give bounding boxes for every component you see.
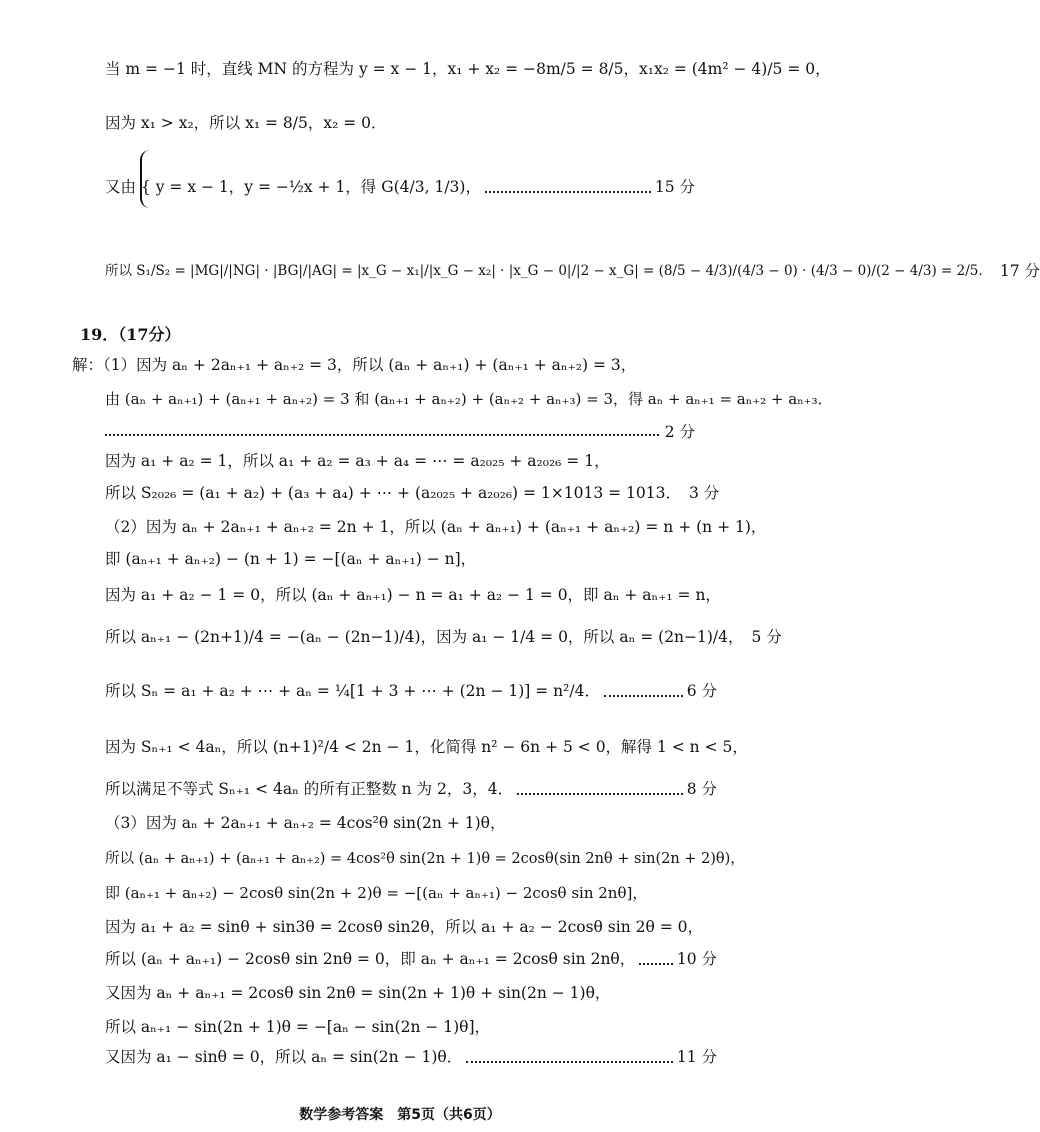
leader-dots: [485, 181, 651, 193]
line-sn-formula-text: 所以 Sₙ = a₁ + a₂ + ⋯ + aₙ = ¼[1 + 3 + ⋯ + (2n − 1)] = n²/4．: [105, 682, 600, 700]
leader-dots: [517, 783, 683, 795]
line-solve-system-text: 又由 { y = x − 1，y = −½x + 1，得 G(4/3, 1/3)，: [105, 178, 481, 196]
line-sn-formula: [105, 680, 717, 702]
line-part3-pair-text: 所以 (aₙ + aₙ₊₁) − 2cosθ sin 2nθ = 0，即 aₙ + aₙ₊₁ = 2cosθ sin 2nθ，: [105, 950, 636, 968]
line-area-ratio-text: 所以 S₁/S₂ = |MG|/|NG| · |BG|/|AG| = |x_G − x₁|/|x_G − x₂| · |x_G − 0|/|2 − x_G| = (8/5 − 4/3)/(4/3 − 0) · (4/3 − 0)/(2 − 4/3) = 2/5．: [105, 263, 992, 279]
line-part3-result: [105, 1046, 717, 1068]
leader-dots: [105, 426, 659, 436]
line-an-formula-text: 所以 aₙ₊₁ − (2n+1)/4 = −(aₙ − (2n−1)/4)，因为 a₁ − 1/4 = 0，所以 aₙ = (2n−1)/4，: [105, 628, 744, 646]
line-part1-start: 解：（1）因为 aₙ + 2aₙ₊₁ + aₙ₊₂ = 3，所以 (aₙ + aₙ₊₁) + (aₙ₊₁ + aₙ₊₂) = 3，: [72, 356, 637, 374]
score-15: 15 分: [654, 178, 695, 196]
score-8: 8 分: [686, 780, 717, 798]
score-17: 17 分: [999, 262, 1040, 280]
score-row-2: [105, 420, 695, 442]
line-mn-equation: 当 m = −1 时，直线 MN 的方程为 y = x − 1，x₁ + x₂ = −8m/5 = 8/5，x₁x₂ = (4m² − 4)/5 = 0，: [105, 60, 831, 78]
line-part3-pair: [105, 948, 717, 970]
line-s2026: [105, 482, 720, 504]
line-inequality: 因为 Sₙ₊₁ < 4aₙ，所以 (n+1)²/4 < 2n − 1，化简得 n² − 6n + 5 < 0，解得 1 < n < 5，: [105, 738, 748, 756]
line-part3-result-text: 又因为 a₁ − sinθ = 0，所以 aₙ = sin(2n − 1)θ．: [105, 1048, 463, 1066]
line-part2-an-sum: 因为 a₁ + a₂ − 1 = 0，所以 (aₙ + aₙ₊₁) − n = a₁ + a₂ − 1 = 0，即 aₙ + aₙ₊₁ = n，: [105, 586, 721, 604]
score-10: 10 分: [676, 950, 717, 968]
line-part1-recurrence: 由 (aₙ + aₙ₊₁) + (aₙ₊₁ + aₙ₊₂) = 3 和 (aₙ₊₁ + aₙ₊₂) + (aₙ₊₂ + aₙ₊₃) = 3，得 aₙ + aₙ₊₁ = aₙ₊₂ + aₙ₊₃．: [105, 390, 833, 408]
line-part3-transform: 即 (aₙ₊₁ + aₙ₊₂) − 2cosθ sin(2n + 2)θ = −[(aₙ + aₙ₊₁) − 2cosθ sin 2nθ]，: [105, 884, 648, 902]
score-3: 3 分: [689, 484, 720, 502]
line-part2-transform: 即 (aₙ₊₁ + aₙ₊₂) − (n + 1) = −[(aₙ + aₙ₊₁) − n]，: [105, 550, 477, 568]
line-part3-difference: 所以 aₙ₊₁ − sin(2n + 1)θ = −[aₙ − sin(2n − 1)θ]，: [105, 1018, 491, 1036]
line-solve-system: [105, 176, 695, 198]
line-part2-start: （2）因为 aₙ + 2aₙ₊₁ + aₙ₊₂ = 2n + 1，所以 (aₙ + aₙ₊₁) + (aₙ₊₁ + aₙ₊₂) = n + (n + 1)，: [105, 518, 767, 536]
leader-dots: [604, 685, 683, 697]
line-part3-initial: 因为 a₁ + a₂ = sinθ + sin3θ = 2cosθ sin2θ，所以 a₁ + a₂ − 2cosθ sin 2θ = 0，: [105, 918, 704, 936]
line-part3-start: （3）因为 aₙ + 2aₙ₊₁ + aₙ₊₂ = 4cos²θ sin(2n + 1)θ，: [105, 814, 506, 832]
line-x1-x2-values: 因为 x₁ > x₂，所以 x₁ = 8/5，x₂ = 0．: [105, 114, 387, 132]
score-2: 2 分: [664, 423, 695, 441]
score-11: 11 分: [676, 1048, 717, 1066]
line-an-formula: [105, 626, 782, 648]
problem-19-heading: 19．（17分）: [80, 325, 181, 344]
leader-dots: [639, 953, 673, 965]
line-integer-solutions-text: 所以满足不等式 Sₙ₊₁ < 4aₙ 的所有正整数 n 为 2，3，4．: [105, 780, 514, 798]
line-integer-solutions: [105, 778, 717, 800]
leader-dots: [466, 1051, 673, 1063]
score-6: 6 分: [686, 682, 717, 700]
line-area-ratio: [105, 260, 1040, 282]
line-part3-sum-to-product: 又因为 aₙ + aₙ₊₁ = 2cosθ sin 2nθ = sin(2n + 1)θ + sin(2n − 1)θ，: [105, 984, 611, 1002]
line-pair-sums: 因为 a₁ + a₂ = 1，所以 a₁ + a₂ = a₃ + a₄ = ⋯ = a₂₀₂₅ + a₂₀₂₆ = 1，: [105, 452, 610, 470]
line-part3-sum: 所以 (aₙ + aₙ₊₁) + (aₙ₊₁ + aₙ₊₂) = 4cos²θ sin(2n + 1)θ = 2cosθ(sin 2nθ + sin(2n + 2)θ)，: [105, 851, 745, 867]
score-5: 5 分: [751, 628, 782, 646]
line-s2026-text: 所以 S₂₀₂₆ = (a₁ + a₂) + (a₃ + a₄) + ⋯ + (a₂₀₂₅ + a₂₀₂₆) = 1×1013 = 1013．: [105, 484, 682, 502]
page-footer: 数学参考答案 第5页（共6页）: [299, 1107, 501, 1123]
